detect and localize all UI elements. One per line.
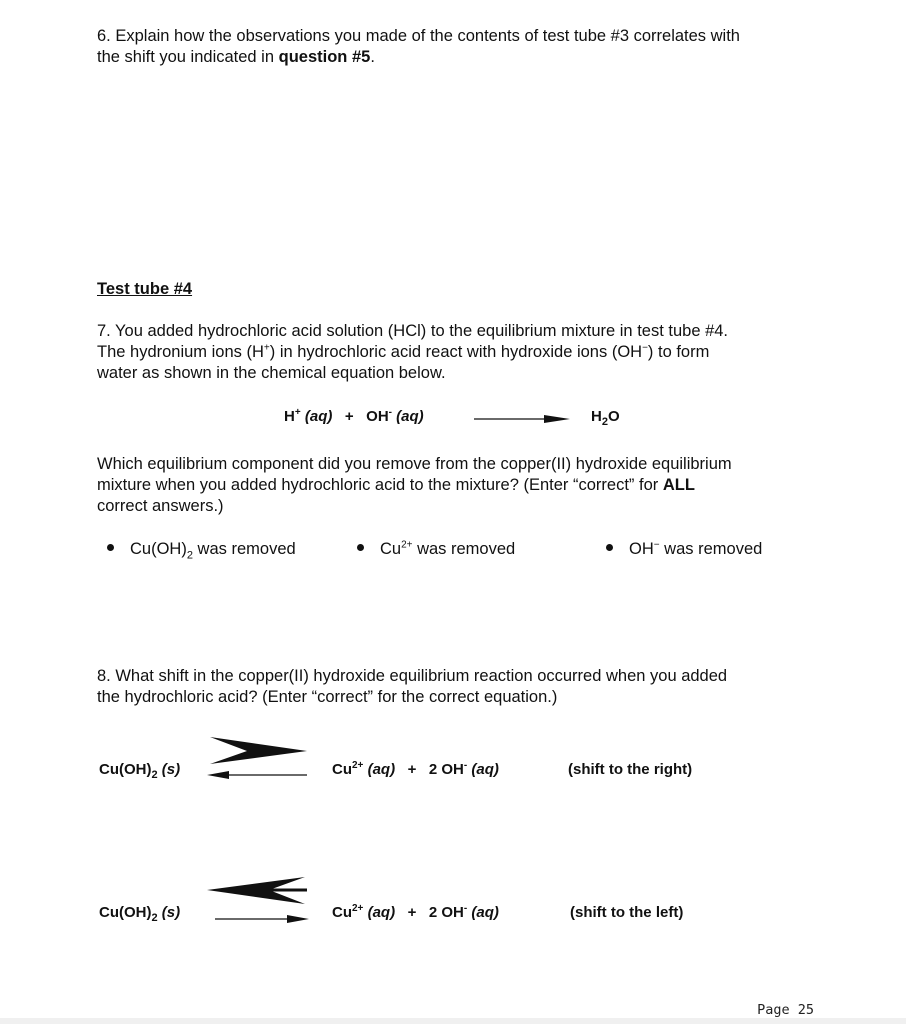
q7-line2-c: ) to form	[647, 343, 710, 361]
question-7-prompt	[97, 454, 857, 517]
eq-h2o-h: H	[591, 408, 602, 425]
shift-left-label: (shift to the left)	[570, 904, 684, 921]
rxn1-state: (s)	[161, 761, 181, 778]
q6-line2-text: the shift you indicated in	[97, 48, 279, 66]
rxn2-cu: Cu	[332, 904, 352, 921]
eq-h2o-o: O	[607, 408, 620, 425]
eq-plus: +	[344, 408, 354, 425]
q6-line2-end: .	[370, 48, 375, 66]
rxn1-plus: +	[407, 761, 417, 778]
opt3-text: OH	[629, 540, 654, 558]
q6-number: 6.	[97, 27, 111, 45]
q8-line1: 8. What shift in the copper(II) hydroxide equilibrium reaction occurred when you added	[97, 667, 728, 685]
rxn1-cu-sup: 2+	[352, 760, 364, 771]
reaction-right-products	[332, 761, 499, 778]
eq-aq-2: (aq)	[396, 408, 424, 425]
equation-product	[591, 408, 620, 428]
q7b-line3: correct answers.)	[97, 497, 224, 515]
option-oh-removed[interactable]	[606, 540, 762, 559]
reaction-left-products	[332, 904, 499, 921]
bullet-icon	[606, 544, 613, 551]
rxn1-aq-2: (aq)	[471, 761, 499, 778]
reaction-left-reactant[interactable]	[99, 904, 181, 924]
rxn2-state: (s)	[161, 904, 181, 921]
eq-right-arrow-icon	[474, 413, 570, 425]
eq-h-sup: +	[294, 407, 301, 418]
q7-sup-minus: −	[642, 342, 648, 354]
q7-line2-a: The hydronium ions (H	[97, 343, 264, 361]
eq-oh-sup: -	[388, 407, 392, 418]
q7b-line2-text: mixture when you added hydrochloric acid to the mixture? (Enter “correct” for	[97, 476, 663, 494]
q7-sup-plus: +	[263, 342, 270, 354]
equilibrium-shift-left-icon	[207, 874, 309, 924]
q7b-line2	[97, 475, 857, 496]
q6-reference: question #5	[278, 48, 371, 66]
opt2-text: Cu	[380, 540, 402, 558]
question-8	[97, 666, 857, 708]
opt1-text: Cu(OH)	[130, 540, 187, 558]
bullet-icon	[357, 544, 364, 551]
rxn2-oh-sup: -	[463, 903, 468, 914]
page-bottom-bar	[0, 1018, 906, 1024]
eq-aq-1: (aq)	[304, 408, 333, 425]
q7-line1: 7. You added hydrochloric acid solution (HCl) to the equilibrium mixture in test tube #4.	[97, 322, 729, 340]
option-cu2-removed[interactable]	[357, 540, 515, 559]
rxn1-oh-sup: -	[463, 760, 468, 771]
q7b-all: ALL	[662, 476, 695, 494]
rxn2-cu-sup: 2+	[352, 903, 364, 914]
rxn2-plus: +	[407, 904, 417, 921]
question-7	[97, 321, 857, 384]
q7-line2	[97, 342, 857, 363]
option-cuoh2-removed[interactable]	[107, 540, 296, 562]
eq-h: H	[284, 408, 295, 425]
equilibrium-shift-right-icon	[207, 734, 309, 780]
q7-line3: water as shown in the chemical equation below.	[97, 364, 446, 382]
opt2-sup: 2+	[401, 539, 413, 551]
q8-line2: the hydrochloric acid? (Enter “correct” for the correct equation.)	[97, 688, 558, 706]
opt3-suffix: was removed	[659, 540, 763, 558]
shift-right-label: (shift to the right)	[568, 761, 693, 778]
q6-line2	[97, 47, 857, 68]
q7b-line1: Which equilibrium component did you remove from the copper(II) hydroxide equilibrium	[97, 455, 732, 473]
opt1-sub: 2	[186, 549, 193, 562]
question-6	[97, 26, 857, 68]
section-heading: Test tube #4	[97, 280, 193, 298]
rxn2-oh: 2 OH	[428, 904, 464, 921]
rxn1-sub: 2	[151, 769, 158, 781]
rxn1-oh: 2 OH	[428, 761, 464, 778]
bullet-icon	[107, 544, 114, 551]
equation-reactants	[284, 408, 424, 425]
page-number: Page 25	[757, 1002, 814, 1018]
rxn2-sub: 2	[151, 912, 158, 924]
opt3-sup: −	[653, 539, 660, 551]
q7-line2-b: ) in hydrochloric acid react with hydroxide ions (OH	[269, 343, 643, 361]
opt2-suffix: was removed	[412, 540, 516, 558]
rxn2-reactant: Cu(OH)	[99, 904, 152, 921]
rxn2-aq-2: (aq)	[471, 904, 499, 921]
q6-line1: Explain how the observations you made of the contents of test tube #3 correlates with	[115, 27, 740, 45]
rxn1-reactant: Cu(OH)	[99, 761, 152, 778]
eq-oh: OH	[366, 408, 389, 425]
reaction-right-reactant[interactable]	[99, 761, 181, 781]
rxn1-aq-1: (aq)	[367, 761, 396, 778]
opt1-suffix: was removed	[192, 540, 296, 558]
eq-h2o-sub: 2	[601, 416, 608, 428]
rxn2-aq-1: (aq)	[367, 904, 396, 921]
rxn1-cu: Cu	[332, 761, 352, 778]
